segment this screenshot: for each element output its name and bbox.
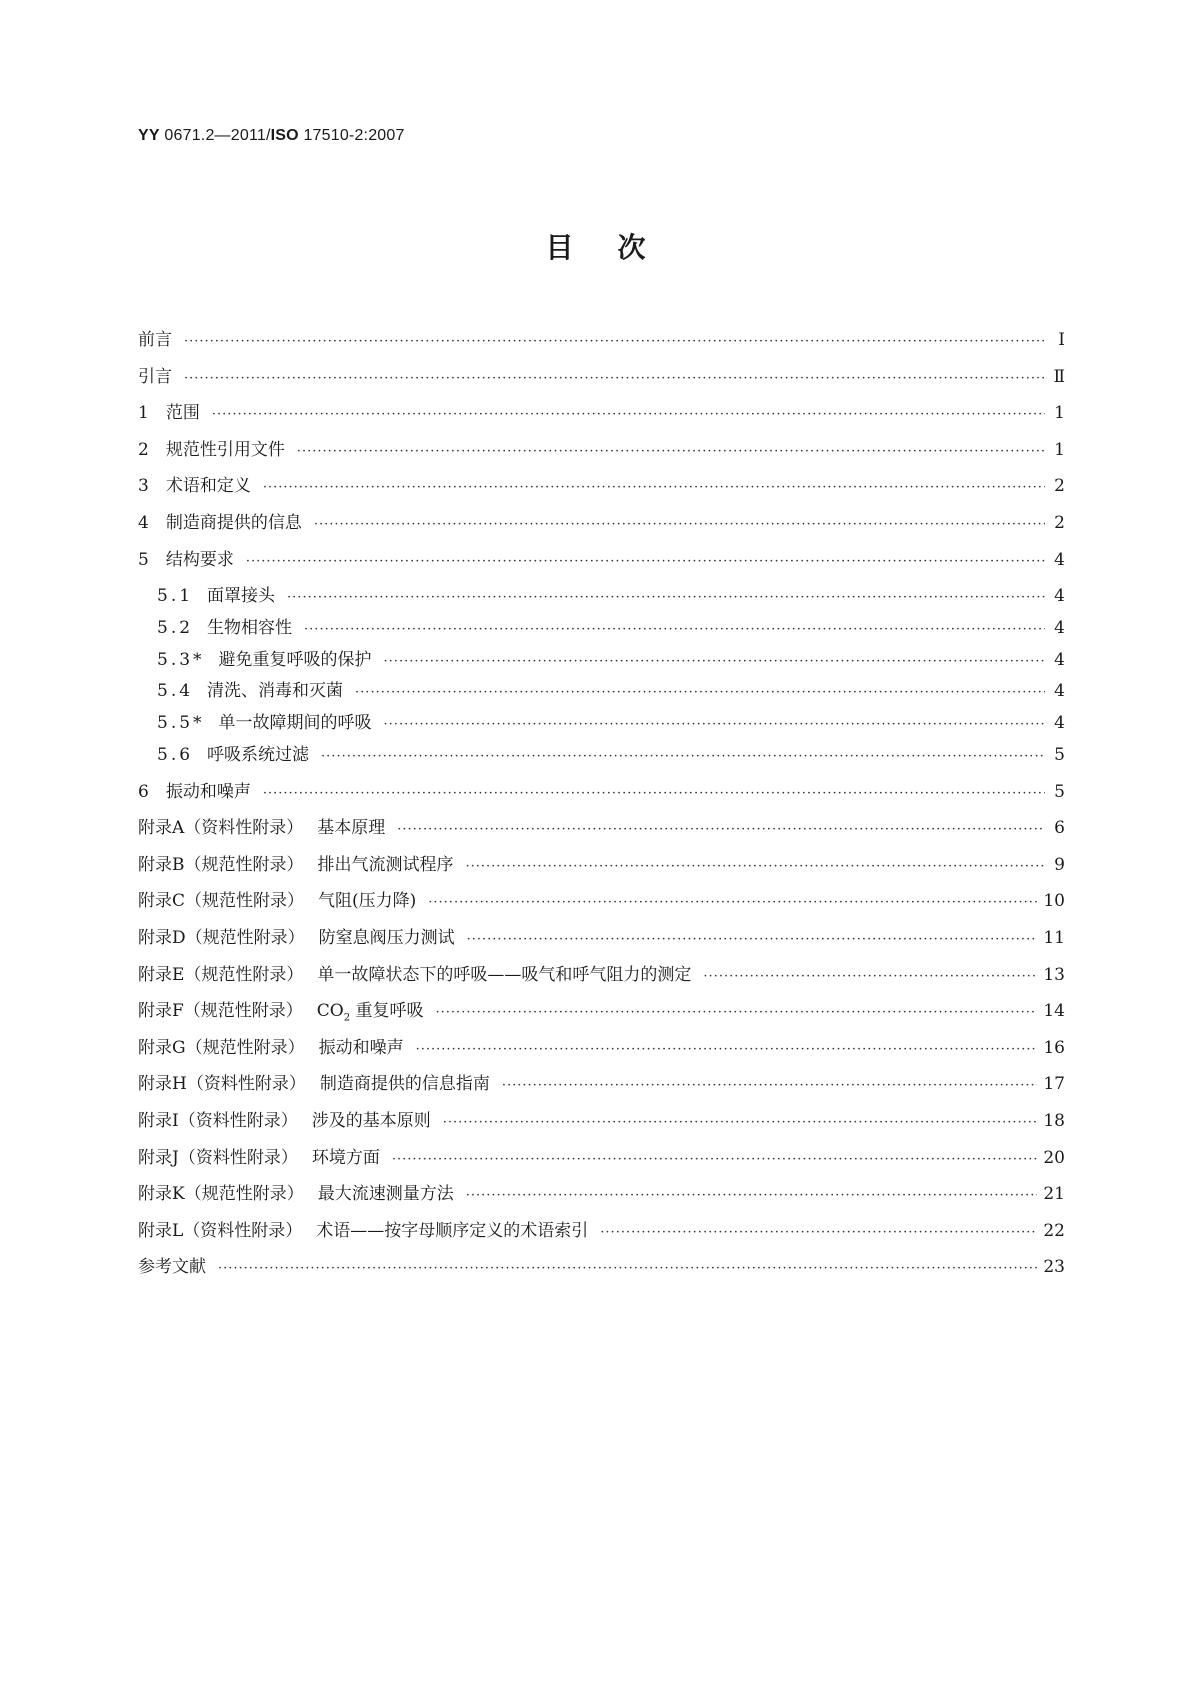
toc-entry-number: 3 <box>138 476 152 497</box>
toc-leader-dots <box>184 334 1045 349</box>
toc-entry-number: 4 <box>138 512 152 533</box>
toc-entry-page: 1 <box>1054 403 1065 424</box>
toc-annex-entry[interactable] <box>138 1216 1065 1253</box>
toc-annex-id: 附录G（规范性附录） <box>138 1037 305 1058</box>
toc-entry-page: 4 <box>1054 617 1065 638</box>
toc-annex-entry[interactable] <box>138 1106 1065 1143</box>
toc-entry-number: 5 <box>138 549 152 570</box>
toc-leader-dots <box>384 654 1045 669</box>
toc-entry-label: 排出气流测试程序 <box>317 854 454 875</box>
toc-entry-label: 气阻(压力降) <box>318 891 417 912</box>
toc-entry-page: 23 <box>1043 1257 1065 1278</box>
toc-entry-page: 2 <box>1054 476 1065 497</box>
toc-entry-page: 5 <box>1054 744 1065 765</box>
toc-entry-page: Ⅱ <box>1053 366 1065 387</box>
toc-leader-dots <box>416 1042 1038 1057</box>
toc-annex-id: 附录F（规范性附录） <box>138 1001 303 1022</box>
toc-entry[interactable] <box>138 508 1065 545</box>
toc-leader-dots <box>397 822 1045 837</box>
toc-entry-label: 范围 <box>165 403 200 424</box>
iso-prefix: ISO <box>270 127 299 144</box>
toc-leader-dots <box>263 786 1045 801</box>
toc-entry-page: 14 <box>1043 1001 1065 1022</box>
toc-entry-page: 16 <box>1043 1037 1065 1058</box>
toc-entry-label: 呼吸系统过滤 <box>207 744 310 765</box>
toc-leader-dots <box>466 1188 1038 1203</box>
toc-entry-label: 面罩接头 <box>207 586 276 607</box>
toc-leader-dots <box>600 1225 1037 1240</box>
toc-leader-dots <box>184 371 1045 386</box>
toc-entry-page: 18 <box>1043 1110 1065 1131</box>
toc-entry-page: 5 <box>1054 781 1065 802</box>
toc-annex-id: 附录E（规范性附录） <box>138 964 304 985</box>
toc-subentry[interactable] <box>138 613 1065 645</box>
toc-leader-dots <box>428 895 1037 910</box>
toc-entry[interactable] <box>138 325 1065 362</box>
toc-entry-label: 术语——按字母顺序定义的术语索引 <box>316 1220 589 1241</box>
toc-entry-number: 5.2 <box>157 617 194 638</box>
toc-annex-entry[interactable] <box>138 1033 1065 1070</box>
co2-label: CO <box>316 1001 344 1022</box>
toc-entry-label: 生物相容性 <box>207 617 293 638</box>
toc-annex-id: 附录J（资料性附录） <box>138 1147 298 1168</box>
toc-leader-dots <box>436 1005 1038 1020</box>
toc-leader-dots <box>384 717 1045 732</box>
toc-entry[interactable] <box>138 545 1065 582</box>
toc-entry-label: 清洗、消毒和灭菌 <box>207 681 344 702</box>
toc-annex-entry[interactable] <box>138 850 1065 887</box>
toc-entry-label: 制造商提供的信息 <box>165 512 302 533</box>
toc-leader-dots <box>297 444 1045 459</box>
toc-entry-label: 最大流速测量方法 <box>317 1184 454 1205</box>
toc-entry-label: 单一故障期间的呼吸 <box>218 712 372 733</box>
toc-leader-dots <box>502 1078 1038 1093</box>
toc-entry-label: 振动和噪声 <box>165 781 251 802</box>
standard-number: 0671.2—2011/ <box>164 127 271 144</box>
toc-entry-label: 规范性引用文件 <box>165 439 285 460</box>
toc-entry-page: 1 <box>1054 439 1065 460</box>
toc-entry-label: 参考文献 <box>138 1257 206 1278</box>
toc-entry-page: 4 <box>1054 649 1065 670</box>
toc-annex-id: 附录C（规范性附录） <box>138 891 305 912</box>
toc-annex-id: 附录L（资料性附录） <box>138 1220 303 1241</box>
co2-subscript: 2 <box>343 1012 351 1024</box>
toc-annex-entry[interactable] <box>138 1179 1065 1216</box>
toc-entry-number: 5.5* <box>157 712 205 733</box>
toc-entry-number: 5.6 <box>157 744 194 765</box>
toc-entry-page: 4 <box>1054 586 1065 607</box>
toc-entry[interactable] <box>138 362 1065 399</box>
toc-annex-id: 附录I（资料性附录） <box>138 1110 298 1131</box>
toc-leader-dots <box>355 685 1045 700</box>
toc-entry-page: 4 <box>1054 549 1065 570</box>
toc-leader-dots <box>466 859 1046 874</box>
toc-entry-label: 防窒息阀压力测试 <box>318 927 455 948</box>
toc-entry-page: 4 <box>1054 712 1065 733</box>
iso-number: 17510-2:2007 <box>303 127 405 144</box>
toc-entry-page: 6 <box>1054 818 1065 839</box>
toc-entry-label: 基本原理 <box>317 818 386 839</box>
toc-entry[interactable] <box>138 1252 1065 1289</box>
toc-entry-number: 5.3* <box>157 649 205 670</box>
toc-annex-entry[interactable] <box>138 960 1065 997</box>
toc-leader-dots <box>287 590 1045 605</box>
toc-leader-dots <box>246 554 1045 569</box>
toc-entry-label: 振动和噪声 <box>318 1037 404 1058</box>
toc-annex-id: 附录A（资料性附录） <box>138 818 304 839</box>
toc-entry-page: 17 <box>1043 1074 1065 1095</box>
toc-entry-page: 22 <box>1043 1220 1065 1241</box>
toc-entry[interactable] <box>138 777 1065 814</box>
toc-subentry[interactable] <box>138 708 1065 740</box>
toc-annex-entry[interactable] <box>138 1143 1065 1180</box>
toc-leader-dots <box>218 1261 1037 1276</box>
toc-entry-number: 1 <box>138 403 152 424</box>
toc-entry-label: 重复呼吸 <box>355 1001 424 1022</box>
toc-entry-number: 5.4 <box>157 681 194 702</box>
toc-entry-label: 制造商提供的信息指南 <box>319 1074 490 1095</box>
toc-annex-entry[interactable] <box>138 923 1065 960</box>
toc-entry-page: 11 <box>1043 927 1065 948</box>
table-of-contents <box>138 325 1065 1289</box>
toc-leader-dots <box>263 480 1045 495</box>
toc-entry-label: 结构要求 <box>165 549 234 570</box>
toc-annex-id: 附录K（规范性附录） <box>138 1184 304 1205</box>
toc-leader-dots <box>304 622 1045 637</box>
toc-entry-number: 5.1 <box>157 586 194 607</box>
toc-entry[interactable] <box>138 398 1065 435</box>
toc-annex-id: 附录H（资料性附录） <box>138 1074 306 1095</box>
toc-subentry[interactable] <box>138 740 1065 777</box>
toc-annex-id: 附录B（规范性附录） <box>138 854 304 875</box>
toc-entry-number: 2 <box>138 439 152 460</box>
toc-leader-dots <box>212 407 1045 422</box>
page-title: 目次 <box>545 231 690 264</box>
toc-leader-dots <box>392 1152 1038 1167</box>
toc-entry[interactable] <box>138 435 1065 472</box>
toc-entry-page: 9 <box>1054 854 1065 875</box>
toc-entry[interactable] <box>138 471 1065 508</box>
toc-annex-entry[interactable] <box>138 1069 1065 1106</box>
toc-entry-page: 4 <box>1054 681 1065 702</box>
toc-entry-label: 术语和定义 <box>165 476 251 497</box>
toc-annex-entry[interactable] <box>138 996 1065 1033</box>
toc-entry-page: 13 <box>1043 964 1065 985</box>
toc-leader-dots <box>443 1115 1038 1130</box>
toc-leader-dots <box>314 517 1045 532</box>
toc-entry-label: 单一故障状态下的呼吸——吸气和呼气阻力的测定 <box>317 964 692 985</box>
toc-entry-page: 2 <box>1054 512 1065 533</box>
toc-leader-dots <box>703 969 1037 984</box>
toc-entry-label: 避免重复呼吸的保护 <box>218 649 372 670</box>
toc-entry-label: 前言 <box>138 330 172 350</box>
toc-entry-label: 涉及的基本原则 <box>311 1110 431 1131</box>
toc-entry-label: 环境方面 <box>311 1147 380 1168</box>
toc-entry-page: 10 <box>1043 891 1065 912</box>
toc-annex-id: 附录D（规范性附录） <box>138 927 305 948</box>
toc-subentry[interactable] <box>138 676 1065 708</box>
toc-entry-page: 21 <box>1043 1184 1065 1205</box>
toc-entry-number: 6 <box>138 781 152 802</box>
toc-entry-label: 引言 <box>138 366 172 387</box>
toc-entry-page: Ⅰ <box>1058 330 1065 350</box>
toc-entry-page: 20 <box>1043 1147 1065 1168</box>
toc-subentry[interactable] <box>138 645 1065 677</box>
toc-leader-dots <box>467 932 1038 947</box>
toc-annex-entry[interactable] <box>138 886 1065 923</box>
toc-subentry[interactable] <box>138 581 1065 613</box>
toc-leader-dots <box>321 749 1045 764</box>
toc-annex-entry[interactable] <box>138 813 1065 850</box>
document-header <box>138 127 405 145</box>
standard-prefix: YY <box>138 127 160 144</box>
